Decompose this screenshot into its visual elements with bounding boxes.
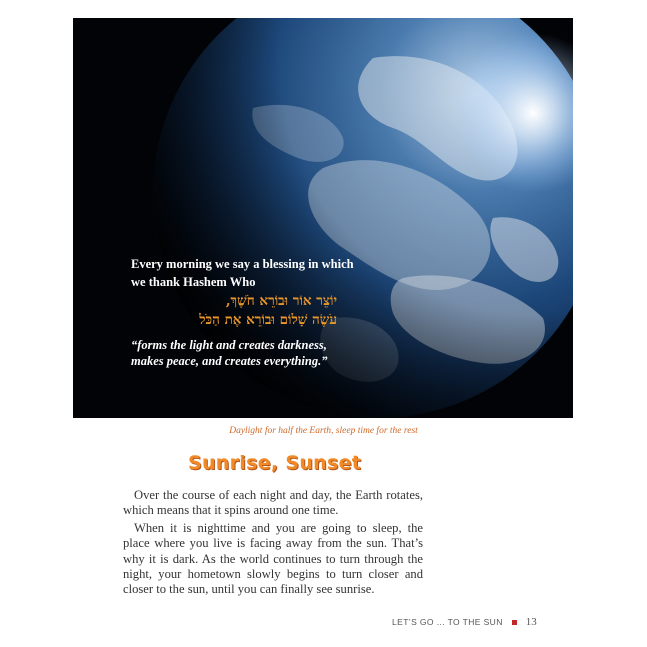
photo-caption: Daylight for half the Earth, sleep time for the rest [229,426,418,436]
running-title: LET’S GO ... TO THE SUN [392,617,503,627]
paragraph-1: Over the course of each night and day, the Earth rotates, which means that it spins around one time. [123,488,423,518]
blessing-translation: “forms the light and creates darkness, makes peace, and creates everything.” [131,338,328,368]
footer-square-icon [512,620,517,625]
hebrew-blessing [127,292,337,330]
earth-photo [73,18,573,418]
hebrew-line-1: יוֹצֵר אוֹר וּבוֹרֵא חֹשֶׁךְ, [225,293,337,309]
page-number: 13 [525,616,537,628]
page-footer [392,616,592,628]
blessing-intro: Every morning we say a blessing in which we thank Hashem Who [131,257,354,289]
body-text [123,488,423,600]
section-heading: Sunrise, Sunset [188,452,362,474]
hebrew-line-2: עֹשֶׂה שָׁלוֹם וּבוֹרֵא אֶת הַכֹּל [199,312,337,328]
paragraph-2: When it is nighttime and you are going to sleep, the place where you live is facing away from the sun. That’s why it is dark. As the world continues to turn through the night, your hometown slowly begins to turn closer and closer to the sun, until you can finally see sunrise. [123,520,423,597]
